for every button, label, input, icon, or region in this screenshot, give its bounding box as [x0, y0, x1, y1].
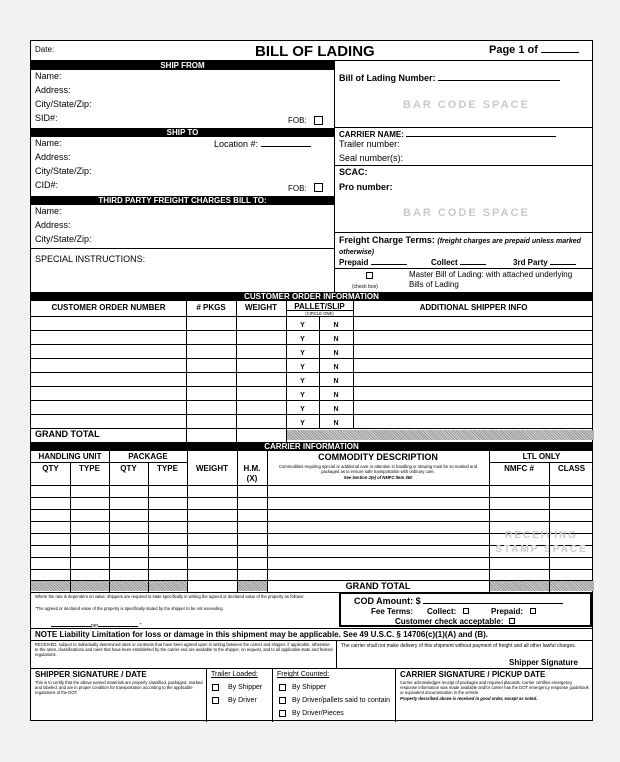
ship-from-fob-checkbox[interactable] — [314, 116, 323, 125]
prepaid-option[interactable]: Prepaid — [339, 256, 407, 268]
fee-terms-label: Fee Terms: — [371, 607, 414, 616]
shipper-sig-text: This is to certify that the above named materials are properly classified, packaged, marked and labeled, and are in proper condition for transportation according to the applicable regulations of the DOT. — [35, 680, 203, 695]
customer-order-grand-total: GRAND TOTAL — [35, 429, 100, 439]
hu-type-total-shaded — [70, 581, 109, 591]
fee-collect-label: Collect: — [427, 607, 457, 616]
counted-by-driver-pallets-label: By Driver/pallets said to contain — [292, 697, 391, 704]
carrier-sig-title: CARRIER SIGNATURE / PICKUP DATE — [400, 670, 546, 679]
grand-total-shaded — [287, 430, 594, 440]
ship-from-header: SHIP FROM — [31, 61, 334, 70]
liability-note: NOTE Liability Limitation for loss or damage in this shipment may be applicable. See 49 U.S.C. § 14706(c)(1)(A) and (B). — [35, 630, 488, 639]
ship-to-city-label: City/State/Zip: — [35, 166, 92, 176]
col-additional-info: ADDITIONAL SHIPPER INFO — [419, 303, 528, 312]
bill-of-lading-form — [30, 40, 593, 721]
slip-no-option[interactable]: N — [333, 322, 339, 329]
third-party-header: THIRD PARTY FREIGHT CHARGES BILL TO: — [31, 196, 334, 205]
col-nmfc: NMFC # — [504, 464, 534, 473]
ship-to-location-label: Location #: — [214, 138, 311, 150]
third-party-name-label: Name: — [35, 206, 62, 216]
received-text: RECEIVED, subject to individually determined rates or contracts that have been agreed upon in writing between the carrier and shipper, if applicable, otherwise to the rates, classifications and rules that have been established by the carrier and are available to the shipper, on request, and to all applicable state and federal regulations. — [35, 642, 333, 657]
trailer-number-label: Trailer number: — [339, 139, 400, 149]
third-party-city-label: City/State/Zip: — [35, 234, 92, 244]
slip-no-option[interactable]: N — [333, 336, 339, 343]
master-bol-checkbox[interactable] — [366, 272, 373, 279]
col-hm-x: (X) — [246, 474, 258, 483]
col-weight: WEIGHT — [245, 303, 277, 312]
pallet-yes-option[interactable]: Y — [300, 336, 305, 343]
ship-from-address-label: Address: — [35, 85, 71, 95]
ship-to-address-label: Address: — [35, 152, 71, 162]
col-hu-qty: QTY — [42, 464, 59, 473]
bol-number-label: Bill of Lading Number: — [339, 72, 560, 84]
collect-option[interactable]: Collect — [431, 256, 486, 268]
col-carrier-weight: WEIGHT — [196, 464, 228, 473]
counted-by-shipper-label: By Shipper — [292, 684, 327, 691]
date-label: Date: — [35, 45, 55, 54]
counted-by-driver-pallets-checkbox[interactable] — [279, 697, 286, 704]
pallet-yes-option[interactable]: Y — [300, 420, 305, 427]
third-party-address-label: Address: — [35, 220, 71, 230]
barcode-space-2: BAR CODE SPACE — [403, 207, 530, 219]
col-ltl-only: LTL ONLY — [522, 452, 561, 461]
pkg-type-total-shaded — [148, 581, 187, 591]
barcode-space-1: BAR CODE SPACE — [403, 99, 530, 111]
stamp-space-label: STAMP SPACE — [495, 544, 588, 555]
ship-from-fob-label: FOB: — [288, 116, 307, 125]
carrier-sig-text: Carrier acknowledges receipt of packages and required placards. Carrier certifies emergency response information was made available and/or carrier has the DOT emergency response guidebook or equivalent documentation in the vehicle. — [400, 680, 589, 695]
customer-order-header: CUSTOMER ORDER INFORMATION — [31, 292, 592, 301]
slip-no-option[interactable]: N — [333, 420, 339, 427]
carrier-name-label: CARRIER NAME: — [339, 128, 556, 140]
pallet-yes-option[interactable]: Y — [300, 364, 305, 371]
counted-by-driver-pieces-checkbox[interactable] — [279, 710, 286, 717]
cod-amount-label: COD Amount: $ — [354, 595, 563, 607]
ship-to-name-label: Name: — [35, 138, 62, 148]
ltl-total-shaded — [489, 581, 594, 591]
fee-collect-checkbox[interactable] — [463, 608, 469, 614]
shipper-signature-label: Shipper Signature — [509, 658, 578, 667]
page-number-label: Page 1 of — [489, 44, 579, 57]
ship-to-fob-checkbox[interactable] — [314, 183, 323, 192]
carrier-info-header: CARRIER INFORMATION — [31, 442, 592, 451]
pallet-yes-option[interactable]: Y — [300, 392, 305, 399]
counted-by-shipper-checkbox[interactable] — [279, 684, 286, 691]
ship-to-cid-label: CID#: — [35, 180, 59, 190]
col-commodity: COMMODITY DESCRIPTION — [318, 452, 438, 462]
seal-number-label: Seal number(s): — [339, 153, 404, 163]
ship-to-header: SHIP TO — [31, 128, 334, 137]
col-circle-one: (CIRCLE ONE) — [305, 311, 334, 316]
col-customer-order-number: CUSTOMER ORDER NUMBER — [51, 303, 166, 312]
third-party-option[interactable]: 3rd Party — [513, 256, 576, 268]
check-box-label: (check box) — [352, 284, 378, 290]
pallet-yes-option[interactable]: Y — [300, 350, 305, 357]
col-package: PACKAGE — [128, 452, 168, 461]
pallet-yes-option[interactable]: Y — [300, 322, 305, 329]
commodity-note: Commodities requiring special or additional care or attention in handling or stowing must be so marked and packaged as to ensure safe transportation with ordinary care. — [278, 464, 478, 474]
ship-to-fob-label: FOB: — [288, 184, 307, 193]
carrier-sig-text-2: Property described above is received in good order, except as noted. — [400, 696, 538, 701]
pallet-yes-option[interactable]: Y — [300, 378, 305, 385]
carrier-delivery-text: The carrier shall not make delivery of this shipment without payment of freight and all other lawful charges. — [341, 643, 577, 649]
receiving-label: RECEIVING — [504, 530, 578, 541]
pkg-qty-total-shaded — [109, 581, 148, 591]
freight-counted-label: Freight Counted: — [277, 671, 330, 678]
scac-label: SCAC: — [339, 167, 368, 177]
ship-from-name-label: Name: — [35, 71, 62, 81]
loaded-by-shipper-label: By Shipper — [228, 684, 263, 691]
master-bol-label: Master Bill of Lading: with attached underlying Bills of Lading — [409, 270, 573, 289]
hu-qty-total-shaded — [31, 581, 70, 591]
trailer-loaded-label: Trailer Loaded: — [211, 671, 258, 678]
fee-prepaid-label: Prepaid: — [491, 607, 524, 616]
pro-number-label: Pro number: — [339, 182, 393, 192]
counted-by-driver-pieces-label: By Driver/Pieces — [292, 710, 344, 717]
agreed-value-text: "The agreed or declared value of the property is specifically stated by the shipper to be not exceeding — [35, 606, 223, 611]
col-pkgs: # PKGS — [196, 303, 226, 312]
per-label: per ." — [51, 621, 141, 629]
slip-no-option[interactable]: N — [333, 350, 339, 357]
loaded-by-driver-label: By Driver — [228, 697, 257, 704]
declared-value-text: Where the rate is dependent on value, shippers are required to state specifically in writing the agreed or declared value of the property as follows: — [35, 594, 305, 599]
customer-check-checkbox[interactable] — [509, 618, 515, 624]
special-instructions-label: SPECIAL INSTRUCTIONS: — [35, 254, 146, 264]
col-pkg-qty: QTY — [120, 464, 137, 473]
slip-no-option[interactable]: N — [333, 378, 339, 385]
fee-prepaid-checkbox[interactable] — [530, 608, 536, 614]
carrier-grand-total: GRAND TOTAL — [345, 581, 411, 591]
col-hu-type: TYPE — [79, 464, 100, 473]
pallet-yes-option[interactable]: Y — [300, 406, 305, 413]
ship-from-sid-label: SID#: — [35, 113, 58, 123]
col-handling-unit: HANDLING UNIT — [38, 452, 102, 461]
slip-no-option[interactable]: N — [333, 406, 339, 413]
ship-from-city-label: City/State/Zip: — [35, 99, 92, 109]
freight-terms: Freight Charge Terms: (freight charges are prepaid unless marked otherwise) — [339, 235, 581, 256]
slip-no-option[interactable]: N — [333, 392, 339, 399]
customer-check-label: Customer check acceptable: — [395, 617, 504, 626]
col-class: CLASS — [557, 464, 586, 473]
commodity-note-section: See Section 2(e) of NMFC Item 360 — [343, 475, 413, 480]
slip-no-option[interactable]: N — [333, 364, 339, 371]
col-pkg-type: TYPE — [157, 464, 178, 473]
loaded-by-shipper-checkbox[interactable] — [212, 684, 219, 691]
shipper-sig-title: SHIPPER SIGNATURE / DATE — [35, 670, 147, 679]
col-hm: H.M. — [243, 464, 261, 473]
col-pallet-slip: PALLET/SLIP — [294, 302, 345, 311]
page-title: BILL OF LADING — [255, 43, 375, 60]
hm-total-shaded — [237, 581, 267, 591]
loaded-by-driver-checkbox[interactable] — [212, 697, 219, 704]
